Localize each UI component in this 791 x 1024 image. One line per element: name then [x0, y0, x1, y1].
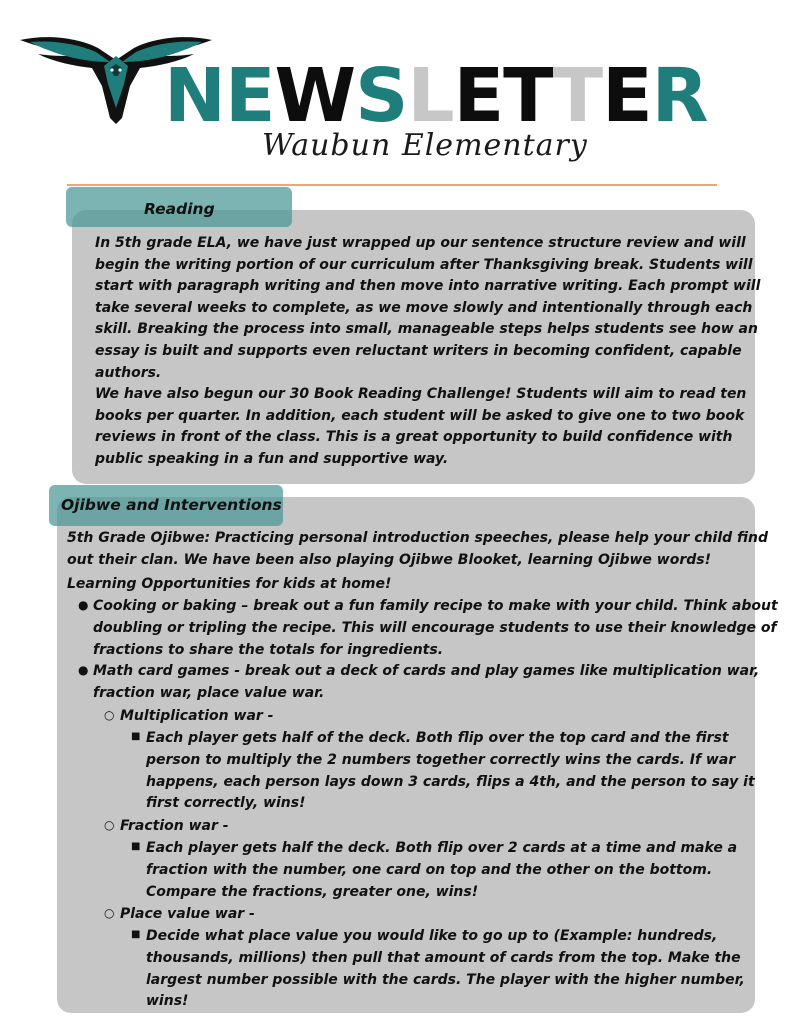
fraction-war-rules	[146, 838, 746, 903]
text-line: authors.	[95, 364, 162, 381]
ojibwe-intro	[67, 528, 769, 572]
text-line: begin the writing portion of our curriculum after Thanksgiving break. Students will	[95, 256, 753, 273]
place-value-war-rules	[146, 926, 746, 1013]
text-line: Cooking or baking – break out a fun family recipe to make with your child. Think about	[93, 598, 778, 614]
text-line: Compare the fractions, greater one, wins!	[146, 883, 479, 900]
title-letter: R	[651, 53, 708, 139]
title-letter: E	[602, 53, 652, 139]
multiplication-war-rules	[146, 728, 755, 815]
text-line: We have also begun our 30 Book Reading Challenge! Students will aim to read ten	[95, 386, 747, 403]
title-letter: S	[355, 53, 408, 139]
text-line: fractions to share the totals for ingredients.	[93, 641, 444, 658]
title-letter: L	[407, 53, 454, 139]
text-line: first correctly, wins!	[146, 795, 306, 812]
text-line: public speaking in a fun and supportive way.	[95, 450, 449, 467]
header-divider	[67, 184, 717, 186]
place-value-war-title: Place value war -	[120, 906, 255, 922]
opportunities-heading: Learning Opportunities for kids at home!	[67, 576, 392, 592]
bullet-circle-icon: ○	[104, 906, 115, 920]
reading-heading: Reading	[144, 200, 215, 218]
text-line: happens, each person lays down 3 cards, flips a 4th, and the person to say it	[146, 773, 755, 790]
text-line: skill. Breaking the process into small, manageable steps helps students see how an	[95, 321, 758, 338]
text-line: essay is built and supports even reluctant writers in becoming confident, capable	[95, 342, 742, 359]
bullet-disc-icon: ●	[78, 598, 89, 612]
bullet-square-icon: ■	[131, 929, 141, 940]
text-line: Each player gets half of the deck. Both flip over the top card and the first	[146, 730, 729, 746]
cooking-item	[93, 596, 778, 661]
text-line: fraction war, place value war.	[93, 684, 325, 701]
card-games-item	[93, 661, 760, 705]
newsletter-title	[164, 53, 708, 139]
title-letter: T	[503, 53, 553, 139]
bullet-circle-icon: ○	[104, 818, 115, 832]
reading-heading-tab	[66, 187, 292, 227]
text-line: 5th Grade Ojibwe: Practicing personal introduction speeches, please help your child find	[67, 530, 769, 546]
text-line: take several weeks to complete, as we move slowly and intentionally through each	[95, 299, 753, 316]
title-letter: W	[274, 53, 356, 139]
text-line: Each player gets half the deck. Both flip over 2 cards at a time and make a	[146, 840, 738, 856]
text-line: Decide what place value you would like to go up to (Example: hundreds,	[146, 928, 718, 944]
text-line: doubling or tripling the recipe. This will encourage students to use their knowledge of	[93, 619, 777, 636]
text-line: start with paragraph writing and then move into narrative writing. Each prompt will	[95, 278, 761, 295]
bullet-square-icon: ■	[131, 841, 141, 852]
text-line: In 5th grade ELA, we have just wrapped up our sentence structure review and will	[95, 235, 746, 251]
ojibwe-heading-tab	[49, 485, 283, 526]
text-line: reviews in front of the class. This is a great opportunity to build confidence with	[95, 429, 733, 446]
title-letter: N	[164, 53, 225, 139]
text-line: Math card games - break out a deck of cards and play games like multiplication war,	[93, 663, 760, 679]
title-letter: T	[552, 53, 603, 139]
text-line: wins!	[146, 993, 189, 1010]
ojibwe-heading: Ojibwe and Interventions	[61, 496, 282, 514]
multiplication-war-title: Multiplication war -	[120, 708, 274, 724]
bullet-circle-icon: ○	[104, 708, 115, 722]
text-line: largest number possible with the cards. The player with the higher number,	[146, 971, 745, 988]
text-line: person to multiply the 2 numbers together correctly wins the cards. If war	[146, 751, 736, 768]
bullet-disc-icon: ●	[78, 663, 89, 677]
reading-body	[95, 233, 761, 471]
title-letter: E	[453, 53, 504, 139]
bullet-square-icon: ■	[131, 731, 141, 742]
text-line: out their clan. We have been also playing Ojibwe Blooket, learning Ojibwe words!	[67, 551, 711, 568]
text-line: fraction with the number, one card on top and the other on the bottom.	[146, 861, 713, 878]
title-letter: E	[224, 53, 275, 139]
fraction-war-title: Fraction war -	[120, 818, 229, 834]
text-line: books per quarter. In addition, each student will be asked to give one to two book	[95, 407, 745, 424]
school-name: Waubun Elementary	[262, 128, 588, 163]
text-line: thousands, millions) then pull that amount of cards from the top. Make the	[146, 949, 741, 966]
